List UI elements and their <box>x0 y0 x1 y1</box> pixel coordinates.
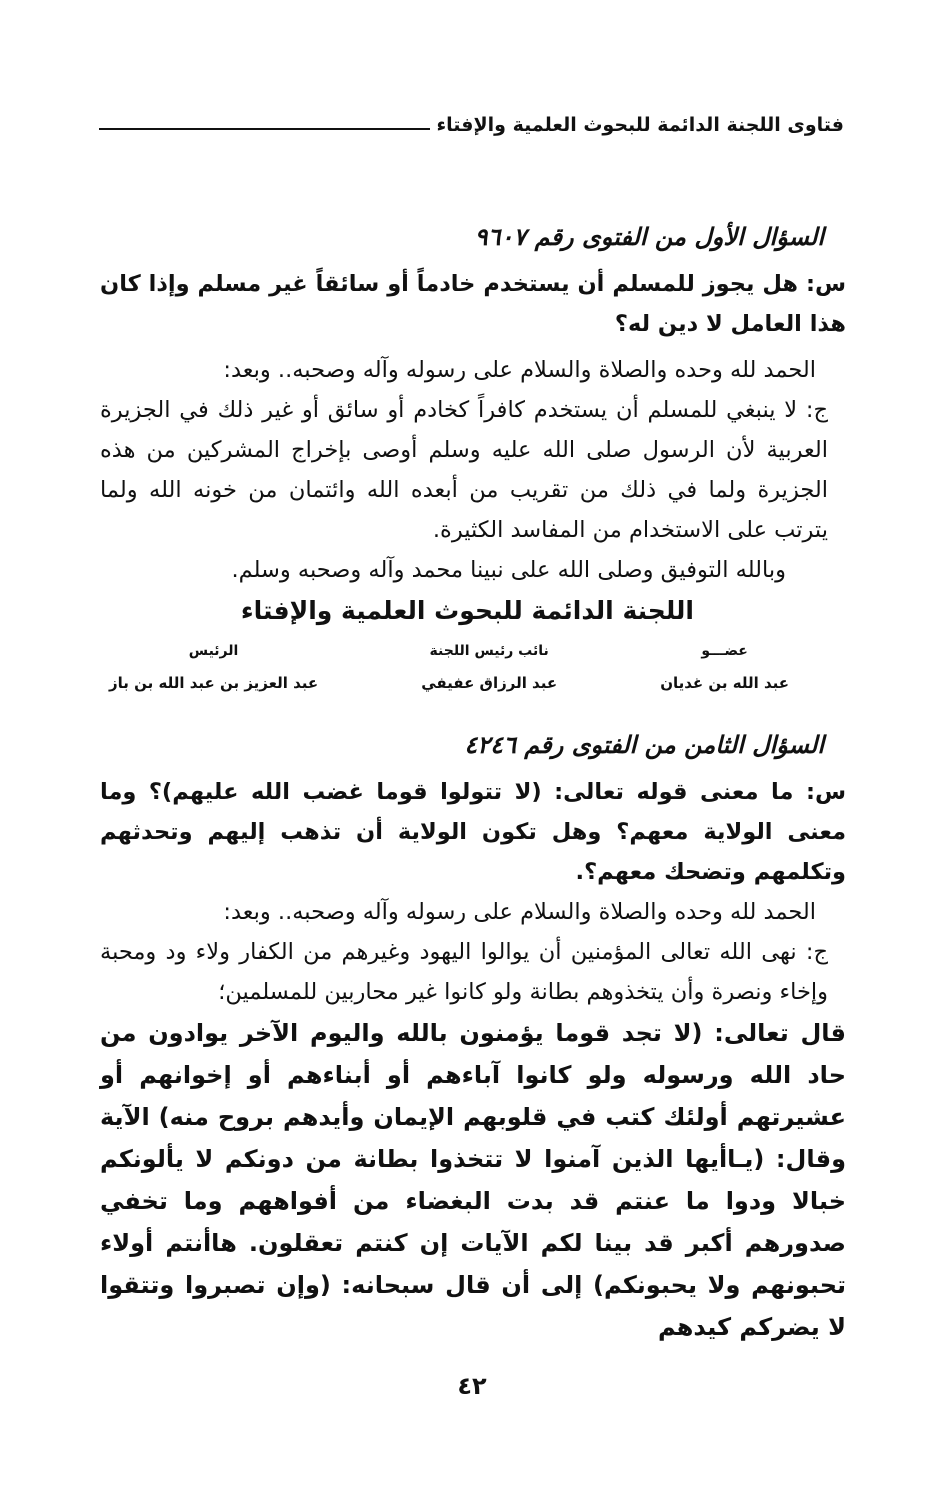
fatwa-1-heading: السؤال الأول من الفتوى رقم ٩٦٠٧ <box>474 222 824 251</box>
chair-name: عبد العزيز بن عبد الله بن باز <box>109 674 319 692</box>
fatwa-1-body <box>100 264 846 590</box>
signature-vice-chair <box>421 640 557 700</box>
signature-chair <box>109 640 318 700</box>
fatwa-2-answer-body: قال تعالى: (لا تجد قوما يؤمنون بالله واليوم الآخر يوادون من حاد الله ورسوله ولو كانوا آباءهم أو أبناءهم أو إخوانهم أو عشيرتهم أولئك كتب في قلوبهم الإيمان وأيدهم بروح منه) الآية وقال: (يـاأيها الذين آمنوا لا تتخذوا بطانة من دونكم لا يألونكم خبالا ودوا ما عنتم قد بدت البغضاء من أفواههم وما تخفي صدورهم أكبر قد بينا لكم الآيات إن كنتم تعقلون. هاأنتم أولاء تحبونهم ولا يحبونكم) إلى أن قال سبحانه: (وإن تصبروا وتتقوا لا يضركم كيدهم <box>100 1019 846 1341</box>
page-number: ٤٢ <box>457 1372 487 1400</box>
vice-chair-name: عبد الرزاق عفيفي <box>421 674 558 692</box>
fatwa-1-closing: وبالله التوفيق وصلى الله على نبينا محمد وآله وصحبه وسلم. <box>231 557 786 583</box>
member-name: عبد الله بن غديان <box>660 674 789 692</box>
fatwa-2-praise: الحمد لله وحده والصلاة والسلام على رسوله وآله وصحبه.. وبعد: <box>223 899 816 925</box>
fatwa-2-heading: السؤال الثامن من الفتوى رقم ٤٢٤٦ <box>464 730 824 759</box>
chair-role: الرئيس <box>188 643 239 659</box>
fatwa-2-body <box>100 772 846 1348</box>
signature-member <box>660 640 789 700</box>
running-header <box>99 110 844 140</box>
vice-chair-role: نائب رئيس اللجنة <box>429 643 549 659</box>
fatwa-1-praise: الحمد لله وحده والصلاة والسلام على رسوله وآله وصحبه.. وبعد: <box>223 357 816 383</box>
committee-signatures <box>109 640 789 700</box>
fatwa-2-question: س: ما معنى قوله تعالى: (لا تتولوا قوما غضب الله عليهم)؟ وما معنى الولاية معهم؟ وهل تكون الولاية أن تذهب إليهم وتحدثهم وتكلمهم وتضحك معهم؟. <box>100 779 846 885</box>
committee-title: اللجنة الدائمة للبحوث العلمية والإفتاء <box>240 596 694 625</box>
running-title: فتاوى اللجنة الدائمة للبحوث العلمية والإفتاء <box>436 114 844 136</box>
fatwa-1-answer: ج: لا ينبغي للمسلم أن يستخدم كافراً كخادم أو سائق أو غير ذلك في الجزيرة العربية لأن الرسول صلى الله عليه وسلم أوصى بإخراج المشركين من هذه الجزيرة ولما في ذلك من تقريب من أبعده الله وائتمان من خونه الله ولما يترتب على الاستخدام من المفاسد الكثيرة. <box>100 397 828 543</box>
fatwa-2-answer-intro: ج: نهى الله تعالى المؤمنين أن يوالوا اليهود وغيرهم من الكفار ولاء ود ومحبة وإخاء ونصرة وأن يتخذوهم بطانة ولو كانوا غير محاربين للمسلمين؛ <box>100 939 828 1005</box>
member-role: عضـــو <box>701 643 748 659</box>
fatwa-1-question: س: هل يجوز للمسلم أن يستخدم خادماً أو سائقاً غير مسلم وإذا كان هذا العامل لا دين له؟ <box>100 271 846 337</box>
header-rule <box>99 128 430 130</box>
